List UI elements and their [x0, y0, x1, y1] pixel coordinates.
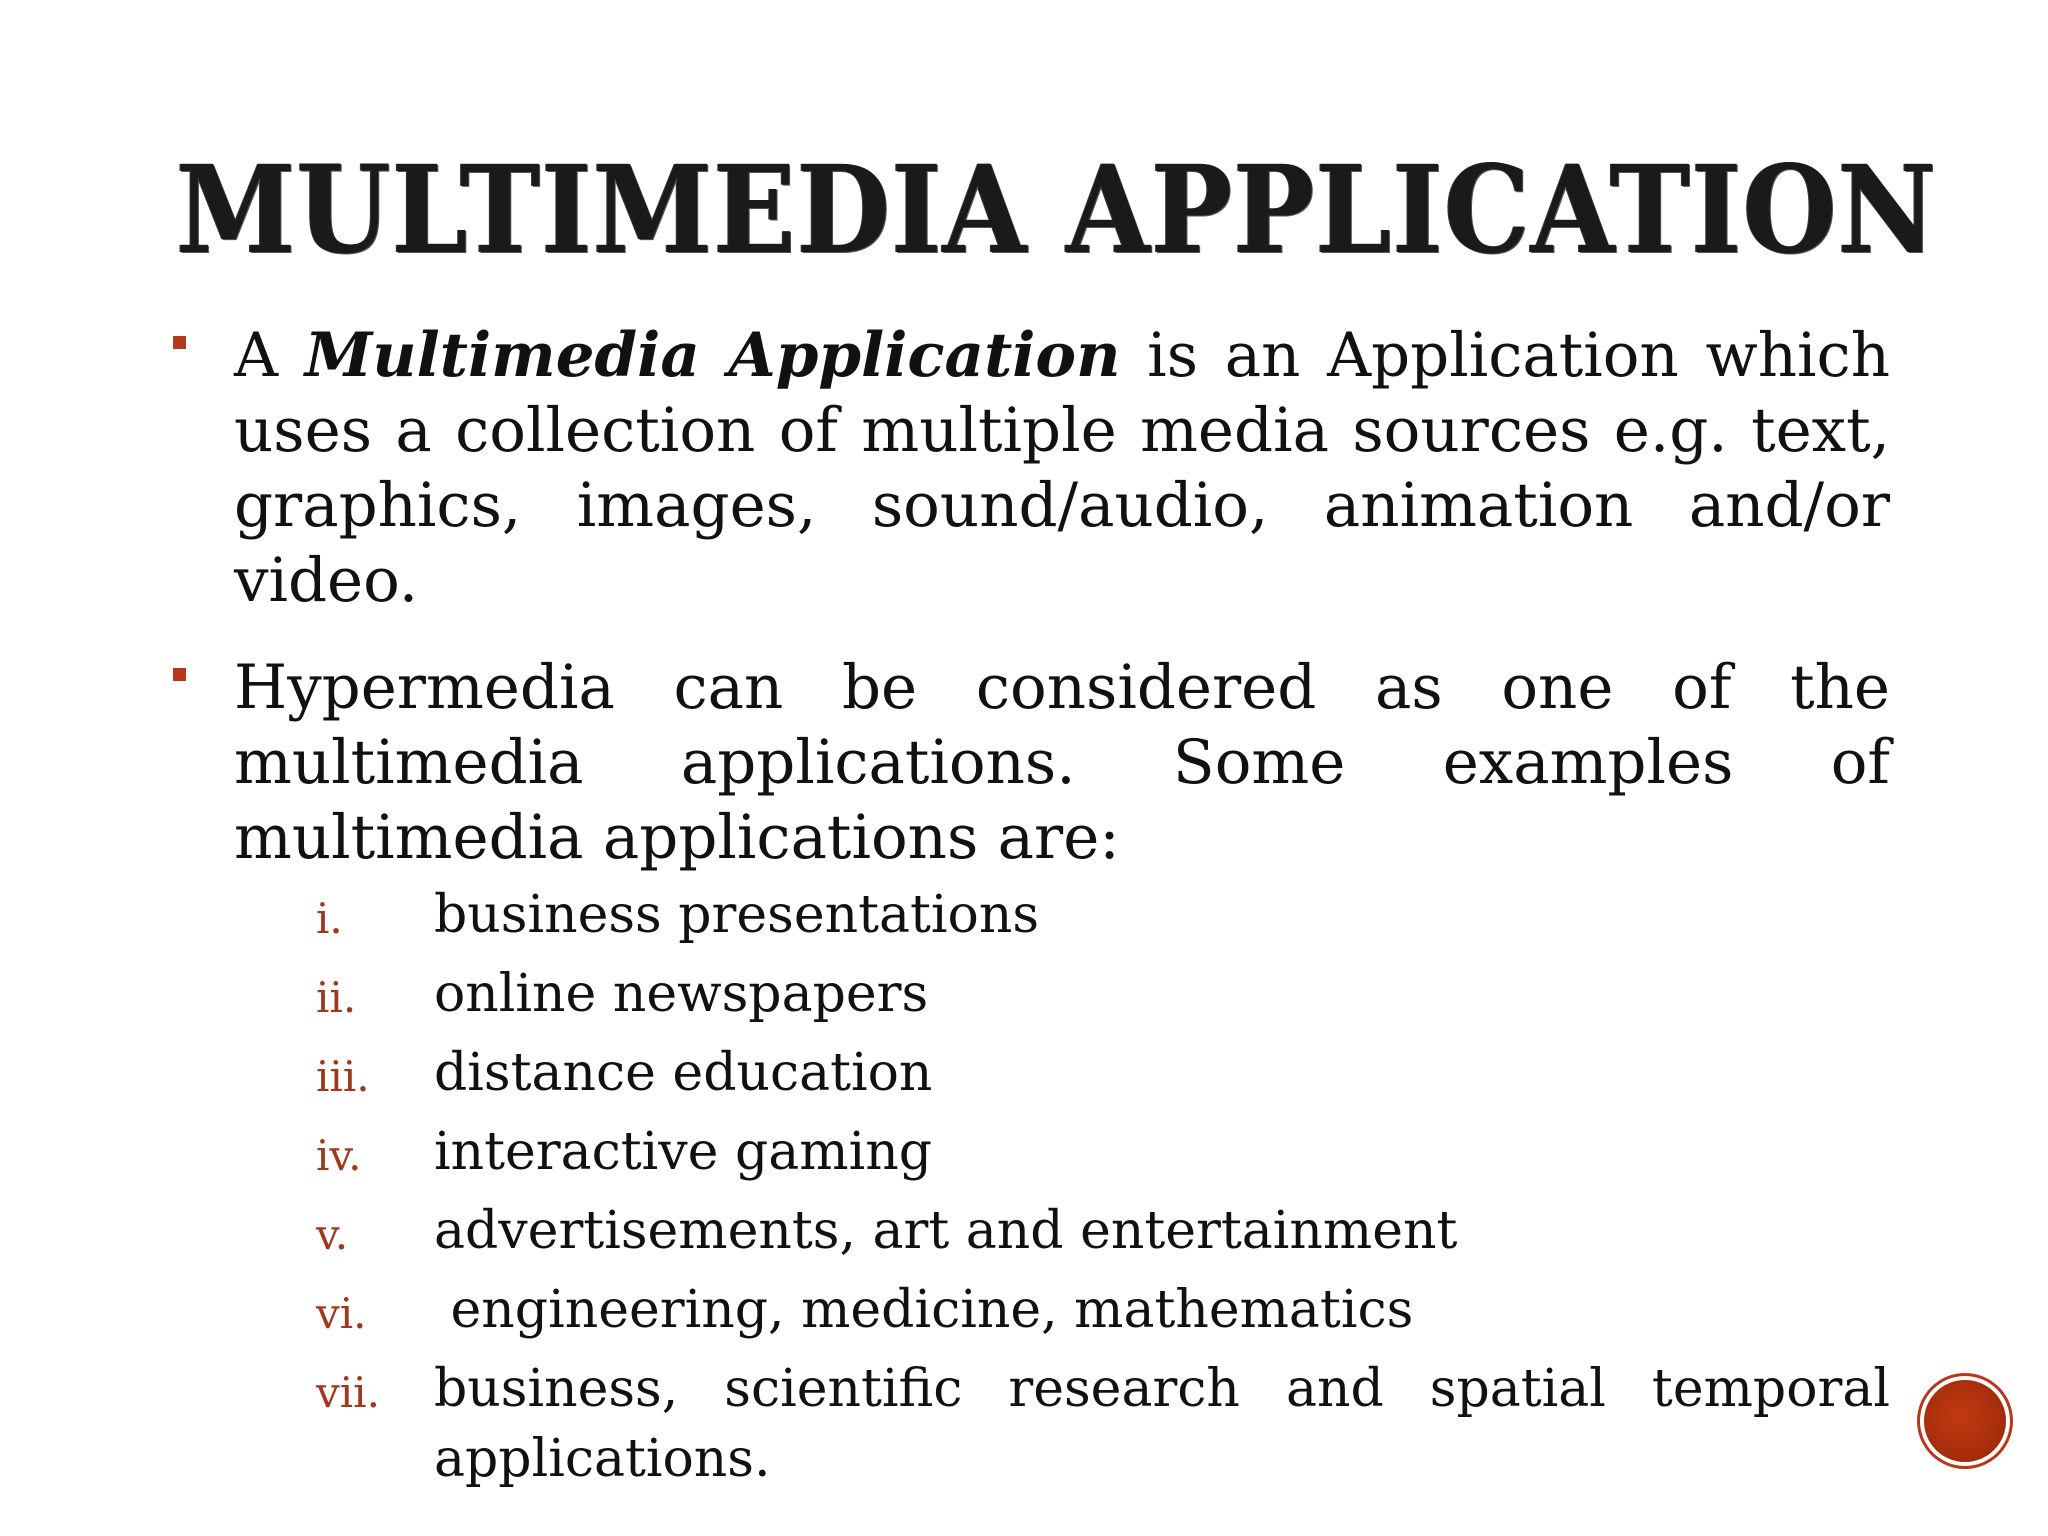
bullet-item-1 [204, 318, 1890, 618]
list-item [316, 1038, 1890, 1117]
list-item-text: engineering, medicine, mathematics [434, 1280, 1414, 1340]
bullet-text-2: Hypermedia can be considered as one of the multimedia applications. Some examples of multimedia applications are: [234, 652, 1890, 873]
list-numeral: iii. [316, 1052, 370, 1101]
list-item-text: advertisements, art and entertainment [434, 1201, 1458, 1261]
list-item-text: interactive gaming [434, 1122, 932, 1182]
list-item [316, 880, 1890, 959]
list-item [316, 1275, 1890, 1354]
bullet-text-suffix: is an Application which uses a collection of multiple media sources e.g. text, graphics, images, sound/audio, animation and/or video. [234, 320, 1890, 616]
slide-nav-circle-icon[interactable] [1924, 1380, 2006, 1462]
list-numeral: v. [316, 1210, 349, 1259]
examples-list [316, 880, 1890, 1494]
list-numeral: vii. [316, 1368, 380, 1417]
list-item [316, 1117, 1890, 1196]
square-bullet-icon [173, 668, 186, 681]
list-item-text: online newspapers [434, 964, 929, 1024]
bullet-item-2 [204, 650, 1890, 875]
bullet-text-1 [204, 318, 1890, 618]
list-item-text: business, scientific research and spatial temporal applications. [434, 1359, 1890, 1489]
list-numeral: iv. [316, 1131, 362, 1180]
list-item [316, 1196, 1890, 1275]
list-numeral: ii. [316, 973, 357, 1022]
list-numeral: vi. [316, 1289, 367, 1338]
list-numeral: i. [316, 894, 343, 943]
slide-title: MULTIMEDIA APPLICATION [176, 139, 1938, 282]
list-item [316, 1354, 1890, 1494]
list-item-text: business presentations [434, 885, 1040, 945]
bullet-text-emphasis: Multimedia Application [304, 320, 1121, 391]
list-item [316, 959, 1890, 1038]
list-item-text: distance education [434, 1043, 933, 1103]
bullet-text-prefix: A [234, 320, 305, 391]
square-bullet-icon [173, 336, 186, 349]
